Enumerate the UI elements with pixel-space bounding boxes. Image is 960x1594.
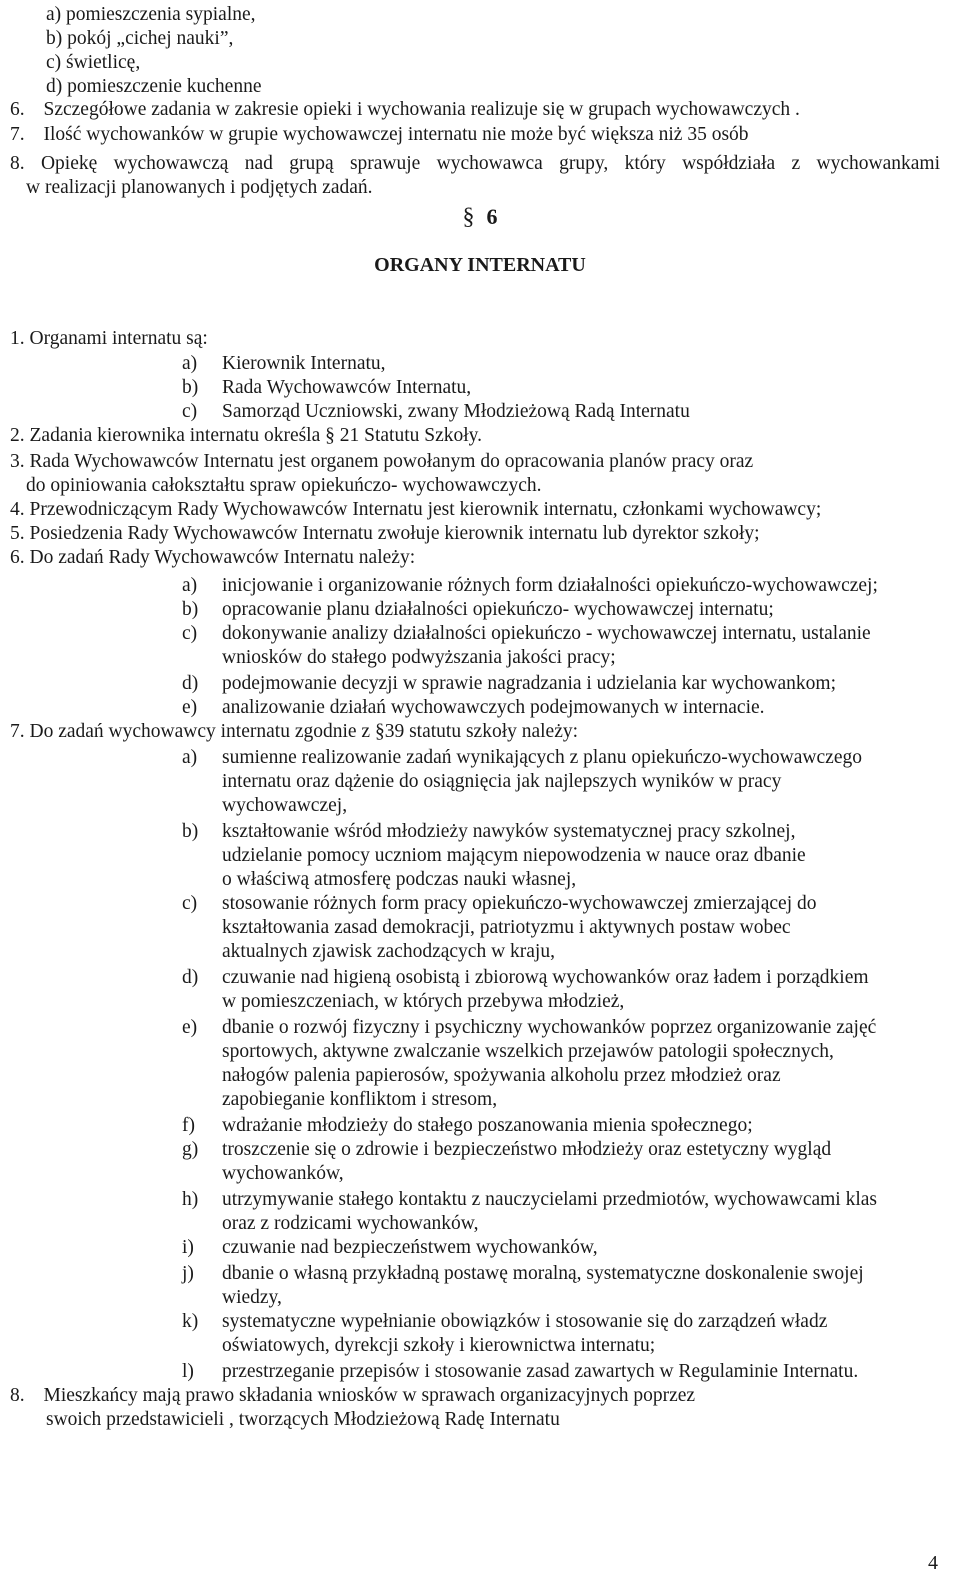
point-4: 4. Przewodniczącym Rady Wychowawców Internatu jest kierownik internatu, członkami wychowawcy; [10, 499, 822, 520]
list-item [182, 1016, 876, 1040]
item-continuation: wychowanków, [222, 1163, 344, 1184]
section-number-value: 6 [486, 204, 498, 229]
item-continuation: wiedzy, [222, 1287, 282, 1308]
point-7-intro: 7. Do zadań wychowawcy internatu zgodnie z §39 statutu szkoły należy: [10, 721, 579, 742]
item-text: przestrzeganie przepisów i stosowanie zasad zawartych w Regulaminie Internatu. [222, 1361, 859, 1382]
list-item [182, 1138, 831, 1162]
item-continuation: oświatowych, dyrekcji szkoły i kierownictwa internatu; [222, 1335, 656, 1356]
point-number: 7. [10, 124, 25, 145]
item-text: systematyczne wypełnianie obowiązków i stosowanie się do zarządzeń władz [222, 1311, 828, 1332]
item-text: sumienne realizowanie zadań wynikających z planu opiekuńczo-wychowawczego [222, 747, 862, 768]
item-text: analizowanie działań wychowawczych podejmowanych w internacie. [222, 697, 765, 718]
item-continuation: nałogów palenia papierosów, spożywania alkoholu przez młodzież oraz [222, 1065, 781, 1086]
item-continuation: oraz z rodzicami wychowanków, [222, 1213, 479, 1234]
point-text: Szczegółowe zadania w zakresie opieki i wychowania realizuje się w grupach wychowawczych . [43, 99, 800, 120]
item-label: e) [182, 1017, 198, 1038]
point-number: 8. [10, 1385, 25, 1406]
point-8b [10, 1384, 695, 1408]
item-continuation: internatu oraz dążenie do osiągnięcia jak najlepszych wyników w pracy [222, 771, 782, 792]
item-continuation: udzielanie pomocy uczniom mającym niepowodzenia w nauce oraz dbanie [222, 845, 806, 866]
item-text: Rada Wychowawców Internatu, [222, 377, 472, 398]
item-text: dbanie o rozwój fizyczny i psychiczny wychowanków poprzez organizowanie zajęć [222, 1017, 877, 1038]
item-label: e) [182, 697, 198, 718]
item-text: utrzymywanie stałego kontaktu z nauczycielami przedmiotów, wychowawcami klas [222, 1189, 878, 1210]
point-6-intro: 6. Do zadań Rady Wychowawców Internatu należy: [10, 547, 416, 568]
item-continuation: sportowych, aktywne zwalczanie wszelkich przejawów patologii społecznych, [222, 1041, 834, 1062]
item-continuation: o właściwą atmosferę podczas nauki własnej, [222, 869, 577, 890]
list-item [182, 352, 386, 376]
item-label: k) [182, 1311, 199, 1332]
paragraph-sign: § [462, 204, 475, 230]
list-item [182, 376, 471, 400]
point-text: Ilość wychowanków w grupie wychowawczej internatu nie może być większa niż 35 osób [43, 124, 749, 145]
item-label: a) [182, 575, 198, 596]
item-text: dbanie o własną przykładną postawę moralną, systematyczne doskonalenie swojej [222, 1263, 864, 1284]
item-label: j) [182, 1263, 194, 1284]
list-item [182, 598, 774, 622]
list-item [182, 1360, 858, 1384]
item-continuation: kształtowania zasad demokracji, patriotyzmu i aktywnych postaw wobec [222, 917, 791, 938]
list-item [182, 1236, 598, 1260]
item-label: l) [182, 1361, 194, 1382]
point-8b-line2: swoich przedstawicieli , tworzących Młodzieżową Radę Internatu [46, 1409, 560, 1430]
list-item [182, 746, 862, 770]
item-text: dokonywanie analizy działalności opiekuńczo - wychowawczej internatu, ustalanie [222, 623, 871, 644]
point-6 [10, 98, 800, 122]
section-title: ORGANY INTERNATU [374, 254, 586, 276]
point-number: 6. [10, 99, 25, 120]
item-text: opracowanie planu działalności opiekuńczo- wychowawczej internatu; [222, 599, 774, 620]
item-label: b) [182, 377, 199, 398]
list-item [182, 966, 869, 990]
item-label: g) [182, 1139, 199, 1160]
list-item [182, 820, 795, 844]
item-label: a) [182, 353, 198, 374]
page-number: 4 [928, 1552, 938, 1574]
item-continuation: w pomieszczeniach, w których przebywa młodzież, [222, 991, 625, 1012]
item-label: h) [182, 1189, 199, 1210]
point-5: 5. Posiedzenia Rady Wychowawców Internatu zwołuje kierownik internatu lub dyrektor szkoły; [10, 523, 760, 544]
item-continuation: wychowawczej, [222, 795, 348, 816]
point-7 [10, 123, 749, 147]
item-label: c) [182, 893, 198, 914]
item-continuation: wniosków do stałego podwyższania jakości pracy; [222, 647, 616, 668]
list-item [182, 1188, 877, 1212]
item-text: czuwanie nad higieną osobistą i zbiorową wychowanków oraz ładem i porządkiem [222, 967, 869, 988]
item-text: Kierownik Internatu, [222, 353, 386, 374]
list-item: d) pomieszczenie kuchenne [46, 76, 262, 97]
list-item [182, 622, 871, 646]
item-text: kształtowanie wśród młodzieży nawyków systematycznej pracy szkolnej, [222, 821, 796, 842]
point-text: Mieszkańcy mają prawo składania wniosków w sprawach organizacyjnych poprzez [43, 1385, 696, 1406]
point-8-line2: w realizacji planowanych i podjętych zadań. [26, 177, 373, 198]
item-text: wdrażanie młodzieży do stałego poszanowania mienia społecznego; [222, 1115, 753, 1136]
item-label: b) [182, 821, 199, 842]
item-text: podejmowanie decyzji w sprawie nagradzania i udzielania kar wychowankom; [222, 673, 837, 694]
list-item [182, 574, 878, 598]
list-item: c) świetlicę, [46, 52, 141, 73]
item-label: a) [182, 747, 198, 768]
item-continuation: aktualnych zjawisk zachodzących w kraju, [222, 941, 555, 962]
list-item: a) pomieszczenia sypialne, [46, 4, 256, 25]
point-8-line1: 8. Opiekę wychowawczą nad grupą sprawuje wychowawca grupy, który współdziała z wychowankami [10, 153, 940, 174]
point-3-line1: 3. Rada Wychowawców Internatu jest organem powołanym do opracowania planów pracy oraz [10, 451, 754, 472]
list-item [182, 1262, 864, 1286]
section-number [0, 203, 960, 231]
item-label: d) [182, 673, 199, 694]
list-item [182, 696, 765, 720]
item-continuation: zapobieganie konfliktom i stresom, [222, 1089, 498, 1110]
list-item [182, 672, 836, 696]
item-text: czuwanie nad bezpieczeństwem wychowanków, [222, 1237, 598, 1258]
list-item [182, 1310, 827, 1334]
list-item [182, 400, 690, 424]
list-item [182, 1114, 753, 1138]
point-2: 2. Zadania kierownika internatu określa § 21 Statutu Szkoły. [10, 425, 483, 446]
point-3-line2: do opiniowania całokształtu spraw opiekuńczo- wychowawczych. [26, 475, 542, 496]
item-text: stosowanie różnych form pracy opiekuńczo-wychowawczej zmierzającej do [222, 893, 817, 914]
item-label: c) [182, 623, 198, 644]
item-label: b) [182, 599, 199, 620]
item-label: f) [182, 1115, 195, 1136]
item-text: Samorząd Uczniowski, zwany Młodzieżową Radą Internatu [222, 401, 690, 422]
item-label: d) [182, 967, 199, 988]
list-item: b) pokój „cichej nauki”, [46, 28, 234, 49]
organs-intro: 1. Organami internatu są: [10, 328, 208, 349]
item-label: c) [182, 401, 198, 422]
list-item [182, 892, 816, 916]
item-label: i) [182, 1237, 194, 1258]
item-text: inicjowanie i organizowanie różnych form działalności opiekuńczo-wychowawczej; [222, 575, 878, 596]
item-text: troszczenie się o zdrowie i bezpieczeństwo młodzieży oraz estetyczny wygląd [222, 1139, 832, 1160]
